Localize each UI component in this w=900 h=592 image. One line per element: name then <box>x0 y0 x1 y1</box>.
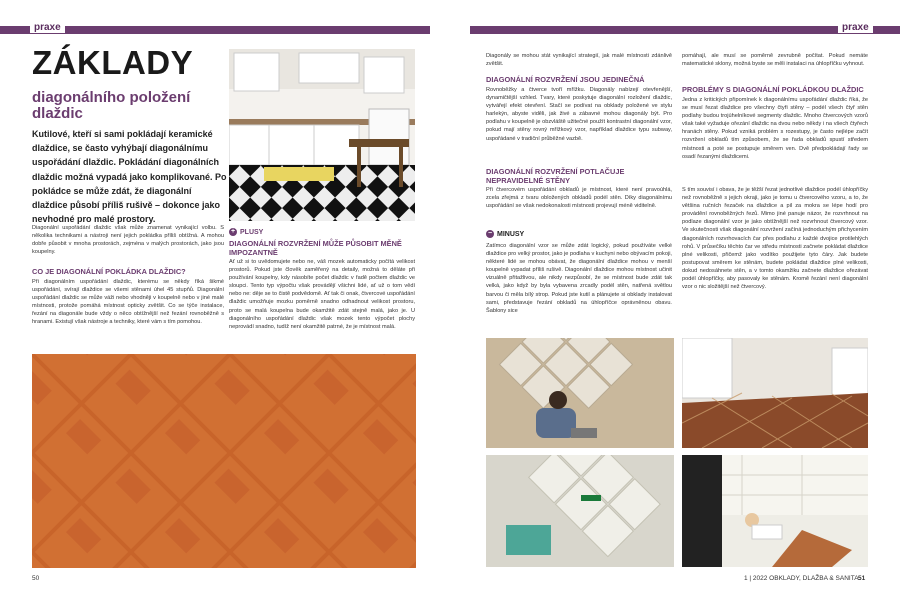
page-number-right: 51 <box>858 575 866 582</box>
page-subtitle: diagonálního položení dlaždic <box>32 89 191 122</box>
footer-publication: 1 | 2022 OBKLADY, DLAŽBA & SANITA <box>744 575 859 582</box>
page-title: ZÁKLADY <box>32 44 194 81</box>
col4-body-2: S tím souvisí i obava, že je těžší řezat jednotlivé dlaždice podél úhlopříčky než rovnoběžně s jejich okraji, jako je tomu u čtvercového vzoru, a to, že většina ručních řezaček na dlaždice a pil za mokra se lépe hodí pro provádění rovnoběžných řezů. Mimo jiné panuje názor, že rozvrhnout na podlaze diagonální vzor je jako obtížnější než rozvrhnout čtvercový vzor. Ve skutečnosti však diagonální rozvržení začíná jednoduchým přichycením diagonálních rozvrhovacích čar přes podlahu z každé dvojice protilehlých rohů. V průsečíku těchto čar ve středu místnosti začnete pokládat dlaždice plné velikosti, přičemž jako vodítko použijete tyto čáry. Jak budete postupovat směrem ke stěnám, budete pokládat dlaždice plné velikosti, dokud nedosáhnete stěn, a v tomto okamžiku začnete dlaždice ořezávat podél úhlopříčky, aby pasovaly ke stěnám. Kromě řezání není diagonální vzor o nic složitější než čtvercový. <box>682 187 868 291</box>
page-number-left: 50 <box>32 575 40 582</box>
col3-heading-1: DIAGONÁLNÍ ROZVRŽENÍ JSOU JEDINEČNÁ <box>486 75 645 84</box>
col3-body-3: Zatímco diagonální vzor se může zdát logický, pokud používáte velké dlaždice pro velký prostor, jako je podlaha v kuchyni nebo obývacím pokoji, některé lidé se mohou obávat, že diagonální dlaždice mohou v menší koupelně vypadat příliš rušivě. Diagonální dlaždice mohou místnost učinit vizuálně přitažlivou, ale nikdy nezpůsobí, že se místnost bude zdát tak velká, jako když by byla vybavena zrcadly podél stěn, natřená světlou barvou či měla bílý strop. Pokud jste kutil a plánujete si obklady instalovat sami, představuje řezání obkladů na úhlopříčce oprávněnou obavu. Šablony sice <box>486 243 672 314</box>
minus-icon: − <box>487 230 493 237</box>
col2-heading: DIAGONÁLNÍ ROZVRŽENÍ MŮŽE PŮSOBIT MĚNĚ IMPOZANTNĚ <box>229 239 402 257</box>
header-bar-right <box>470 26 900 34</box>
col4-top: pomáhají, ale musí se poměrně zevrubně počítat. Pokud nemáte matematické sklony, možná byste se měli instalaci na úhlopříčku vyhnout. <box>682 53 868 68</box>
col2-body: Ať už si to uvědomujete nebo ne, váš mozek automaticky počítá velikost prostorů. Pokud jste člověk zaměřený na detaily, možná to děláte při používání koupelny, kdy násobíte počet dlaždic v řadě počtem dlaždic ve sloupci. Tento typ výpočtu však provádějí všichni lidé, ať už o tom vědí nebo ne: děje se to čistě podvědomě. Ať tak či onak, čtvercové uspořádání dlaždic umožňuje mozku poměrně snadno odhadnout velikost prostoru, proto se malá koupelna bude okamžitě zdát stejně malá, jako je. U diagonálního uspořádání dlaždic však mozek tento výpočet plochy neprovádí snadno, tudíž není okamžitě patrné, že je místnost malá. <box>229 259 415 330</box>
section-label-left: praxe <box>30 22 65 33</box>
col3-body-2: Při čtvercovém uspořádání obkladů je místnost, které není pravoúhlá, zcela zřejmá z tvaru obložených obkladů podél stěn. Díky diagonálnímu uspořádání se však nedokonalosti místnosti projevují méně viditelně. <box>486 187 672 210</box>
minus-label: MINUSY <box>497 230 525 238</box>
col1-intro: Diagonální uspořádání dlaždic však může znamenat vynikající volbu. S několika technikami a nástroji není jejich pokládka příliš obtížná. A mohou dobře působit v mnoha prostorách, zejména v malých prostorách, jako jsou koupelny. <box>32 225 224 256</box>
kitchen-photo <box>229 49 415 221</box>
section-label-right: praxe <box>838 22 873 33</box>
col3-top: Diagonály se mohou stát vynikající strategií, jak malé místnosti zdánlivě zvětšit. <box>486 53 672 68</box>
tiler-photo-1 <box>486 338 674 448</box>
room-tile-photo <box>682 338 868 448</box>
col4-body-1: Jedna z kritických připomínek k diagonálnímu uspořádání dlaždic říká, že se musí řezat dlaždice pro všechny čtyři stěny – podél všech čtyř stěn podlahy budou trojúhelníkové segmenty dlaždic. Mnoho čtvercových vzorů však také vyžaduje ořezání dlaždic na dvou nebo někdy i na všech čtyřech hranách stěny. Pokud vzniká problém s rozestupy, je často nejlépe začít rozvržení obkladů tím způsobem, že se řada obkladů spustí středem místnosti a poté se postupuje směrem ven. Dvě předpokládají řady se osadí řezanými dlaždicemi. <box>682 97 868 160</box>
col1-heading: CO JE DIAGONÁLNÍ POKLÁDKA DLAŽDIC? <box>32 267 186 276</box>
col1-body: Při diagonálním uspořádání dlaždic, kterému se někdy říká šikmé uspořádání, svírají dlaždice se všemi stěnami úhel 45 stupňů. Diagonální uspořádání dlaždic se může váži nebo vhodněji v koupelně nebo v jiné malé místnosti, protože pomáhá místnost opticky zvětšit. Co se týče instalace, řezání na diagonále bude vždy o něco obtížnější než řezání rovnoběžně s hranami. Existují však nástroje a techniky, které vám s tím pomohou. <box>32 279 224 326</box>
plus-icon: + <box>230 228 236 235</box>
col4-heading: PROBLÉMY S DIAGONÁLNÍ POKLÁDKOU DLAŽDIC <box>682 85 864 94</box>
tiler-photo-3 <box>682 455 868 567</box>
plus-label: PLUSY <box>240 228 264 236</box>
tiler-photo-2 <box>486 455 674 567</box>
terracotta-tile-photo <box>32 354 416 568</box>
col3-heading-2: DIAGONÁLNÍ ROZVRŽENÍ POTLAČUJE NEPRAVIDELNÉ STĚNY <box>486 167 625 185</box>
lead-paragraph: Kutilové, kteří si sami pokládají keramické dlaždice, se často vyhýbají diagonálnímu uspořádání dlaždic. Pokládání diagonálních dlaždic možná vypadá jako komplikované. Po pokládce se může zdát, že diagonální dlaždice působí příliš rušivě – dokonce jako nevhodné pro malé prostory. <box>32 129 227 225</box>
minus-label-row <box>486 230 672 242</box>
col3-body-1: Rovnoběžky a čtverce tvoří mřížku. Diagonály nabízejí otevřenější, dynamičtější vzhled. Tvary, které poskytuje diagonální rozložení dlaždic, vytvářejí efekt otevření. Stačí se podívat na obklady položené ve stylu harlekýn, abyste viděli, jak živé a zábavné mohou diagonály být. Pro podlahu v koupelně je obzvláště užitečné použít kontrastní diagonální vzor, pokud mají stěny rovný mřížkový vzor, například dlaždice typu subway, uspořádané v tradiční průběžné vazbě. <box>486 87 672 142</box>
